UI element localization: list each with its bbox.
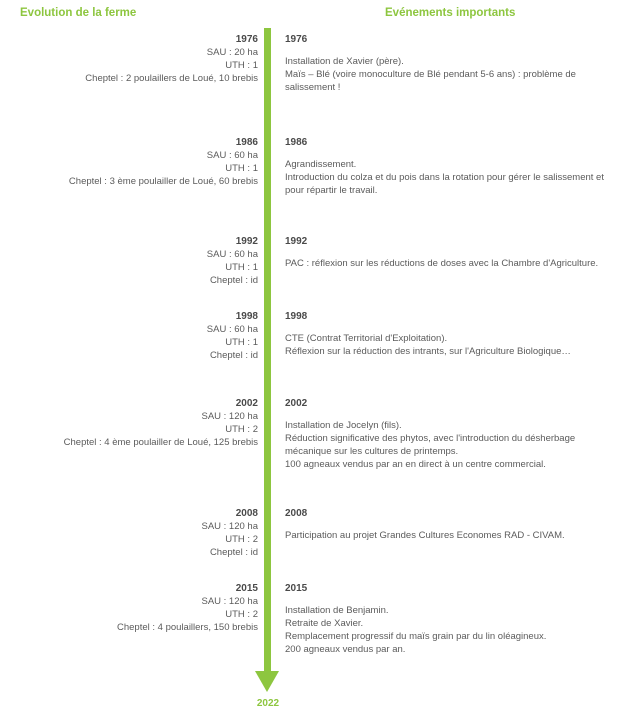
farm-stat-lines	[0, 323, 258, 362]
event-text: Retraite de Xavier.	[285, 618, 364, 629]
farm-stat-line: SAU : 20 ha	[206, 47, 258, 58]
farm-stat-line: SAU : 120 ha	[201, 596, 258, 607]
event-text: Réflexion sur la réduction des intrants, sur l'Agriculture Biologique…	[285, 346, 571, 357]
farm-stat-line: Cheptel : 4 ème poulailler de Loué, 125 brebis	[63, 437, 258, 448]
event-year: 1998	[285, 311, 308, 322]
farm-stats	[0, 310, 258, 362]
left-column-header: Evolution de la ferme	[20, 7, 137, 19]
farm-stat-line: SAU : 120 ha	[201, 521, 258, 532]
event-details	[285, 507, 615, 542]
farm-stat-line: UTH : 1	[225, 60, 258, 71]
farm-stat-line: SAU : 60 ha	[206, 324, 258, 335]
farm-stat-lines	[0, 248, 258, 287]
farm-stat-line: SAU : 120 ha	[201, 411, 258, 422]
farm-year: 2002	[235, 398, 258, 409]
event-text-lines	[285, 158, 615, 197]
event-text: Réduction significative des phytos, avec l'introduction du désherbage mécanique sur les cultures de printemps.	[285, 433, 576, 457]
farm-stat-line: UTH : 2	[225, 534, 258, 545]
event-details	[285, 235, 615, 270]
event-text: PAC : réflexion sur les réductions de doses avec la Chambre d'Agriculture.	[285, 258, 599, 269]
farm-stat-line: SAU : 60 ha	[206, 150, 258, 161]
farm-stat-line: Cheptel : 2 poulaillers de Loué, 10 brebis	[85, 73, 258, 84]
event-text: Agrandissement.	[285, 159, 357, 170]
timeline-arrow-icon	[255, 671, 279, 692]
farm-stats	[0, 33, 258, 85]
timeline-bar	[264, 28, 271, 671]
event-year: 1986	[285, 137, 308, 148]
event-details	[285, 136, 615, 197]
farm-year: 2015	[235, 583, 258, 594]
farm-stat-lines	[0, 595, 258, 634]
farm-stat-lines	[0, 46, 258, 85]
event-year: 2008	[285, 508, 308, 519]
farm-stats	[0, 582, 258, 634]
farm-stat-line: Cheptel : 4 poulaillers, 150 brebis	[116, 622, 258, 633]
event-text: Remplacement progressif du maïs grain par du lin oléagineux.	[285, 631, 547, 642]
farm-stat-line: SAU : 60 ha	[206, 249, 258, 260]
event-year: 2002	[285, 398, 308, 409]
event-text: Installation de Benjamin.	[285, 605, 389, 616]
farm-year: 1998	[235, 311, 258, 322]
event-text-lines	[285, 529, 615, 542]
farm-year: 1976	[235, 34, 258, 45]
event-details	[285, 33, 615, 94]
event-text: 100 agneaux vendus par an en direct à un centre commercial.	[285, 459, 546, 470]
right-column-header: Evénements importants	[385, 7, 516, 19]
farm-stats	[0, 235, 258, 287]
event-text-lines	[285, 332, 615, 358]
event-text: Installation de Xavier (père).	[285, 56, 404, 67]
event-text-lines	[285, 257, 615, 270]
farm-stat-line: Cheptel : 3 ème poulailler de Loué, 60 brebis	[68, 176, 258, 187]
event-year: 1992	[285, 236, 308, 247]
event-year: 2015	[285, 583, 308, 594]
event-text-lines	[285, 419, 615, 471]
farm-year: 2008	[235, 508, 258, 519]
event-details	[285, 582, 615, 656]
farm-stat-line: UTH : 2	[225, 609, 258, 620]
event-text-lines	[285, 55, 615, 94]
timeline-end-year: 2022	[256, 698, 280, 709]
event-text-lines	[285, 604, 615, 656]
farm-year: 1992	[235, 236, 258, 247]
farm-stat-line: Cheptel : id	[209, 275, 258, 286]
farm-stat-lines	[0, 520, 258, 559]
event-text: Installation de Jocelyn (fils).	[285, 420, 402, 431]
farm-stat-lines	[0, 410, 258, 449]
farm-stat-line: UTH : 1	[225, 337, 258, 348]
farm-stats	[0, 507, 258, 559]
event-text: CTE (Contrat Territorial d'Exploitation).	[285, 333, 448, 344]
farm-stats	[0, 397, 258, 449]
event-text: Maïs – Blé (voire monoculture de Blé pendant 5-6 ans) : problème de salissement !	[285, 69, 576, 93]
farm-stat-line: Cheptel : id	[209, 547, 258, 558]
event-details	[285, 310, 615, 358]
event-text: Introduction du colza et du pois dans la rotation pour gérer le salissement et pour répartir le travail.	[285, 172, 604, 196]
farm-stat-lines	[0, 149, 258, 188]
event-year: 1976	[285, 34, 308, 45]
farm-year: 1986	[235, 137, 258, 148]
farm-stats	[0, 136, 258, 188]
event-text: Participation au projet Grandes Cultures Economes RAD - CIVAM.	[285, 530, 565, 541]
event-details	[285, 397, 615, 471]
farm-stat-line: UTH : 1	[225, 163, 258, 174]
farm-stat-line: Cheptel : id	[209, 350, 258, 361]
farm-stat-line: UTH : 1	[225, 262, 258, 273]
farm-stat-line: UTH : 2	[225, 424, 258, 435]
event-text: 200 agneaux vendus par an.	[285, 644, 406, 655]
